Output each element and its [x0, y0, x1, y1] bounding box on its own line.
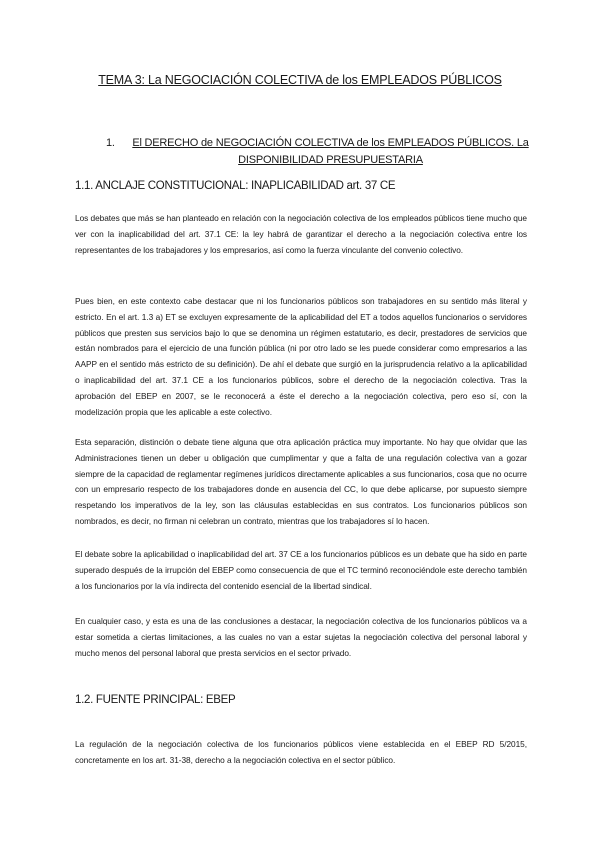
document-title: TEMA 3: La NEGOCIACIÓN COLECTIVA de los EMPLEADOS PÚBLICOS: [98, 73, 502, 87]
paragraph: Pues bien, en este contexto cabe destacar que ni los funcionarios públicos son trabajadores en su sentido más literal y estricto. En el art. 1.3 a) ET se excluyen expresamente de la aplicabilidad del ET a todos aquellos funcionarios o servidores públicos que presten sus servicios bajo lo que se denomina un régimen estatutario, es decir, prestadores de servicios que están nombrados para el ejercicio de una función pública (ni por otro lado se les puede considerar como empresarios a las AAPP en el sentido más estricto de su definición). De ahí el debate que surgió en la jurisprudencia relativo a la aplicabilidad o inaplicabilidad del art. 37.1 CE a los funcionarios públicos, sobre el derecho de la negociación colectiva. Tras la aprobación del EBEP en 2007, se le reconocerá a éste el derecho a la negociación colectiva, pero eso sí, con la modelización propia que les aplicable a este colectivo.: [75, 296, 527, 417]
paragraph: El debate sobre la aplicabilidad o inaplicabilidad del art. 37 CE a los funcionarios públicos es un debate que ha sido en parte superado después de la irrupción del EBEP como consecuencia de que el TC terminó reconociéndole este derecho también a los funcionarios por la vía indirecta del contenido esencial de la libertad sindical.: [75, 549, 527, 591]
section-heading: [106, 135, 536, 169]
subsection-heading: 1.2. FUENTE PRINCIPAL: EBEP: [75, 694, 236, 706]
paragraph: En cualquier caso, y esta es una de las conclusiones a destacar, la negociación colectiva de los funcionarios públicos va a estar sometida a ciertas limitaciones, a las cuales no van a estar sujetas la negociación colectiva del personal laboral y mucho menos del personal laboral que presta servicios en el sector privado.: [75, 616, 527, 658]
paragraph: Los debates que más se han planteado en relación con la negociación colectiva de los empleados públicos tiene mucho que ver con la inaplicabilidad del art. 37.1 CE: la ley habrá de garantizar el derecho a la negociación colectiva entre los representantes de los trabajadores y los empresarios, así como la fuerza vinculante del convenio colectivo.: [75, 213, 527, 255]
section-title: El DERECHO de NEGOCIACIÓN COLECTIVA de los EMPLEADOS PÚBLICOS. La DISPONIBILIDAD PRESUPUESTARIA: [132, 137, 529, 166]
paragraph: Esta separación, distinción o debate tiene alguna que otra aplicación práctica muy importante. No hay que olvidar que las Administraciones tienen un deber u obligación que cumplimentar y que a falta de una regulación colectiva van a gozar siempre de la capacidad de reglamentar regímenes jurídicos directamente aplicables a sus funcionarios, cosa que no ocurre con un empresario respecto de los trabajadores donde en ausencia del CC, lo que debe aplicarse, por supuesto siempre respetando los imperativos de la ley, son las cláusulas establecidas en sus contratos. Los funcionarios públicos son nombrados, es decir, no firman ni celebran un contrato, mientras que los trabajadores sí lo hacen.: [75, 437, 527, 526]
paragraph: La regulación de la negociación colectiva de los funcionarios públicos viene establecida en el EBEP RD 5/2015, concretamente en los art. 31-38, derecho a la negociación colectiva en el sector público.: [75, 739, 527, 765]
section-number: 1.: [106, 137, 115, 149]
subsection-heading: 1.1. ANCLAJE CONSTITUCIONAL: INAPLICABILIDAD art. 37 CE: [75, 180, 396, 192]
